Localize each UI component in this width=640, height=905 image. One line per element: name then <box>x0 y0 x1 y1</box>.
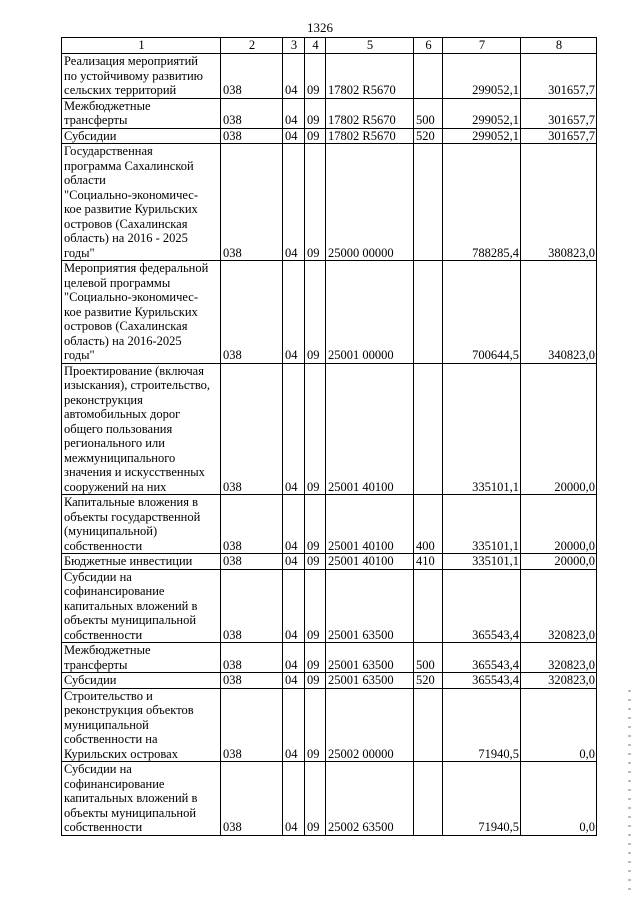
row-amount-8: 301657,7 <box>521 54 597 99</box>
row-ministry-code: 038 <box>221 762 283 836</box>
row-section-code: 04 <box>283 688 305 762</box>
table-row <box>62 54 597 99</box>
row-amount-8: 301657,7 <box>521 98 597 128</box>
row-amount-7: 335101,1 <box>443 554 521 570</box>
row-name: Межбюджетные трансферты <box>62 98 221 128</box>
row-name: Реализация мероприятий по устойчивому развитию сельских территорий <box>62 54 221 99</box>
row-ministry-code: 038 <box>221 688 283 762</box>
row-ministry-code: 038 <box>221 98 283 128</box>
row-subsection-code: 09 <box>305 261 326 364</box>
header-col-3: 3 <box>283 38 305 54</box>
table-row <box>62 554 597 570</box>
row-target-code: 25001 00000 <box>326 261 414 364</box>
row-subsection-code: 09 <box>305 643 326 673</box>
row-target-code: 17802 R5670 <box>326 54 414 99</box>
row-amount-7: 71940,5 <box>443 762 521 836</box>
row-ministry-code: 038 <box>221 554 283 570</box>
row-ministry-code: 038 <box>221 54 283 99</box>
row-name: Капитальные вложения в объекты государственной (муниципальной) собственности <box>62 495 221 554</box>
row-target-code: 25001 63500 <box>326 569 414 643</box>
table-row <box>62 673 597 689</box>
row-subsection-code: 09 <box>305 673 326 689</box>
header-col-2: 2 <box>221 38 283 54</box>
row-amount-8: 0,0 <box>521 688 597 762</box>
row-section-code: 04 <box>283 569 305 643</box>
header-col-6: 6 <box>414 38 443 54</box>
row-expense-type: 410 <box>414 554 443 570</box>
row-ministry-code: 038 <box>221 569 283 643</box>
header-col-8: 8 <box>521 38 597 54</box>
header-col-7: 7 <box>443 38 521 54</box>
table-row <box>62 144 597 261</box>
row-amount-7: 788285,4 <box>443 144 521 261</box>
row-section-code: 04 <box>283 554 305 570</box>
row-section-code: 04 <box>283 144 305 261</box>
row-target-code: 17802 R5670 <box>326 98 414 128</box>
row-expense-type <box>414 688 443 762</box>
row-target-code: 25000 00000 <box>326 144 414 261</box>
table-row <box>62 688 597 762</box>
row-amount-8: 320823,0 <box>521 569 597 643</box>
table-row <box>62 569 597 643</box>
row-amount-8: 0,0 <box>521 762 597 836</box>
row-target-code: 25001 63500 <box>326 643 414 673</box>
row-section-code: 04 <box>283 643 305 673</box>
table-row <box>62 363 597 495</box>
row-section-code: 04 <box>283 762 305 836</box>
table-row <box>62 98 597 128</box>
row-amount-7: 299052,1 <box>443 128 521 144</box>
row-subsection-code: 09 <box>305 98 326 128</box>
table-row <box>62 261 597 364</box>
row-ministry-code: 038 <box>221 261 283 364</box>
row-expense-type <box>414 144 443 261</box>
row-target-code: 25001 40100 <box>326 363 414 495</box>
row-ministry-code: 038 <box>221 128 283 144</box>
row-expense-type: 520 <box>414 673 443 689</box>
row-subsection-code: 09 <box>305 144 326 261</box>
row-subsection-code: 09 <box>305 762 326 836</box>
row-ministry-code: 038 <box>221 363 283 495</box>
row-name: Субсидии <box>62 128 221 144</box>
row-expense-type: 500 <box>414 98 443 128</box>
row-expense-type <box>414 261 443 364</box>
row-expense-type <box>414 363 443 495</box>
row-expense-type <box>414 569 443 643</box>
row-amount-7: 299052,1 <box>443 98 521 128</box>
row-ministry-code: 038 <box>221 495 283 554</box>
row-amount-8: 20000,0 <box>521 554 597 570</box>
row-subsection-code: 09 <box>305 54 326 99</box>
row-expense-type: 500 <box>414 643 443 673</box>
row-name: Бюджетные инвестиции <box>62 554 221 570</box>
budget-table <box>61 37 597 836</box>
page-number: 1326 <box>307 20 333 35</box>
row-ministry-code: 038 <box>221 144 283 261</box>
row-section-code: 04 <box>283 495 305 554</box>
row-subsection-code: 09 <box>305 495 326 554</box>
row-expense-type: 520 <box>414 128 443 144</box>
row-amount-8: 320823,0 <box>521 673 597 689</box>
row-ministry-code: 038 <box>221 673 283 689</box>
header-col-4: 4 <box>305 38 326 54</box>
row-name: Государственная программа Сахалинской области "Социально-экономичес- кое развитие Курильских островов (Сахалинская область) на 2016 - 2025 годы" <box>62 144 221 261</box>
header-col-1: 1 <box>62 38 221 54</box>
row-ministry-code: 038 <box>221 643 283 673</box>
row-target-code: 25002 00000 <box>326 688 414 762</box>
row-amount-8: 20000,0 <box>521 495 597 554</box>
row-amount-8: 340823,0 <box>521 261 597 364</box>
row-target-code: 25002 63500 <box>326 762 414 836</box>
row-name: Строительство и реконструкция объектов муниципальной собственности на Курильских островах <box>62 688 221 762</box>
row-amount-7: 335101,1 <box>443 495 521 554</box>
row-subsection-code: 09 <box>305 554 326 570</box>
row-target-code: 25001 40100 <box>326 495 414 554</box>
row-name: Межбюджетные трансферты <box>62 643 221 673</box>
row-name: Субсидии <box>62 673 221 689</box>
row-expense-type <box>414 762 443 836</box>
row-section-code: 04 <box>283 128 305 144</box>
table-row <box>62 128 597 144</box>
header-col-5: 5 <box>326 38 414 54</box>
row-subsection-code: 09 <box>305 569 326 643</box>
row-amount-8: 320823,0 <box>521 643 597 673</box>
table-row <box>62 495 597 554</box>
row-amount-8: 301657,7 <box>521 128 597 144</box>
row-amount-7: 700644,5 <box>443 261 521 364</box>
row-amount-7: 365543,4 <box>443 643 521 673</box>
row-section-code: 04 <box>283 261 305 364</box>
row-target-code: 25001 40100 <box>326 554 414 570</box>
row-name: Мероприятия федеральной целевой программы "Социально-экономичес- кое развитие Курильских островов (Сахалинская область) на 2016-2025 годы" <box>62 261 221 364</box>
row-name: Проектирование (включая изыскания), строительство, реконструкция автомобильных дорог общего пользования регионального или межмуниципального значения и искусственных сооружений на них <box>62 363 221 495</box>
row-section-code: 04 <box>283 98 305 128</box>
row-amount-7: 365543,4 <box>443 673 521 689</box>
row-name: Субсидии на софинансирование капитальных вложений в объекты муниципальной собственности <box>62 762 221 836</box>
scan-margin-marks <box>628 690 631 890</box>
row-section-code: 04 <box>283 673 305 689</box>
row-amount-7: 335101,1 <box>443 363 521 495</box>
row-name: Субсидии на софинансирование капитальных вложений в объекты муниципальной собственности <box>62 569 221 643</box>
row-amount-7: 365543,4 <box>443 569 521 643</box>
row-subsection-code: 09 <box>305 688 326 762</box>
row-amount-8: 20000,0 <box>521 363 597 495</box>
row-amount-7: 71940,5 <box>443 688 521 762</box>
row-section-code: 04 <box>283 54 305 99</box>
row-amount-7: 299052,1 <box>443 54 521 99</box>
row-expense-type <box>414 54 443 99</box>
table-row <box>62 762 597 836</box>
row-section-code: 04 <box>283 363 305 495</box>
row-expense-type: 400 <box>414 495 443 554</box>
table-row <box>62 643 597 673</box>
header-row <box>62 38 597 54</box>
row-target-code: 25001 63500 <box>326 673 414 689</box>
row-amount-8: 380823,0 <box>521 144 597 261</box>
row-target-code: 17802 R5670 <box>326 128 414 144</box>
row-subsection-code: 09 <box>305 363 326 495</box>
row-subsection-code: 09 <box>305 128 326 144</box>
